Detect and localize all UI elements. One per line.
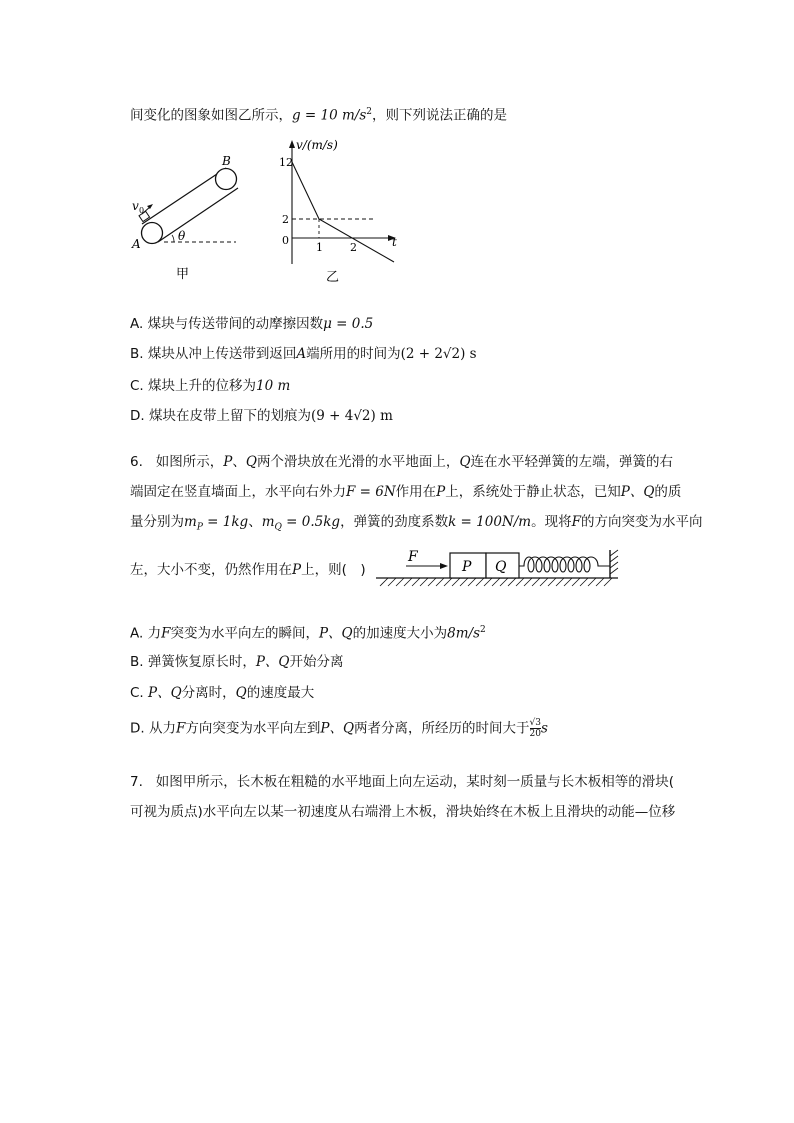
q7-number: 7. [130,774,143,790]
q6-line-3 [130,512,702,538]
q5-option-c-math: 10 m [256,378,291,394]
q6-oc-text3: 的速度最大 [246,685,315,701]
q6-l2pq: P、Q [620,484,655,500]
q6-oa-pq: P、Q [318,625,353,642]
label-force: F [408,549,418,565]
q5-figure-yi [278,134,408,289]
q6-ob-text2: 开始分离 [289,654,344,670]
q5-option-c [130,376,290,396]
label-a: A [132,237,141,251]
q6-l4p: P [292,562,302,578]
q6-l2c: 上，系统处于静止状态，已知 [445,484,621,500]
caption-jia: 甲 [176,267,190,282]
q6-od-f: F [175,720,186,737]
q5-g-exp: 2 [366,107,373,117]
q5-intro-post: ，则下列说法正确的是 [372,107,508,124]
q6-l2p: P [436,484,446,500]
spring [519,557,610,572]
q6-oa-text: A. 力 [130,625,162,642]
label-q: Q [495,559,507,575]
pulley-a [142,223,163,244]
y-axis-label [296,138,338,152]
q7-line-2 [130,802,675,822]
q6-l4a: 左，大小不变，仍然作用在 [130,562,292,578]
q6-l1c: 两个滑块放在光滑的水平地面上， [256,454,460,470]
q6-oc-text2: 分离时， [181,685,236,701]
q6-l4b: 上，则( ) [301,562,366,578]
q6-l3b: 、 [248,514,262,530]
q6-l3mp-val: = 1kg [202,514,249,530]
q5-option-b-text: B. 煤块从冲上传送带到返回 [130,346,297,362]
q6-l3k: k = 100N/m [448,514,532,530]
ground-hatch [380,578,612,586]
q6-l2a: 端固定在竖直墙面上，水平向右外力 [130,484,346,500]
label-p: P [462,559,472,575]
q6-line-2 [130,482,681,502]
q5-option-b [130,344,477,364]
q6-l2d: 的质 [654,484,682,500]
q6-od-text: D. 从力 [130,720,176,737]
q6-ob-text: B. 弹簧恢复原长时， [130,654,256,670]
tick-2: 2 [282,213,289,226]
q6-l3mp: m [184,514,197,530]
q6-option-b [130,652,344,672]
tick-12: 12 [279,156,293,169]
q5-g-expr: g = 10 m/s [292,107,367,124]
q6-l3mq-val: = 0.5kg [281,514,341,530]
q6-oa-exp: 2 [480,625,486,635]
vt-line [292,162,394,262]
q6-option-d [130,718,548,739]
q5-option-a-math: μ = 0.5 [323,316,374,332]
q5-option-d-math: (9 + 4√2) m [310,408,393,424]
tick-x2: 2 [350,241,357,254]
x-axis-label: t [392,235,397,249]
q5-figure-jia [126,148,246,288]
label-v0: v [132,199,139,213]
q5-intro-pre: 间变化的图象如图乙所示， [130,107,292,124]
q6-od-text2: 方向突变为水平向左到 [185,720,321,737]
q6-l2b: 作用在 [395,484,437,500]
q6-l3d: 。现将 [531,514,572,530]
q6-oc-text: C. [130,685,149,701]
q6-line-1 [130,452,673,472]
tick-0: 0 [282,234,289,247]
q6-od-num: √3 [529,718,541,728]
q6-od-text3: 两者分离，所经历的时间大于 [354,720,530,737]
q6-l3e: 的方向突变为水平向 [580,514,703,530]
q6-oa-f: F [161,625,171,642]
q6-l1b: 、 [232,454,246,470]
q5-option-a-text: A. 煤块与传送带间的动摩擦因数 [130,316,324,332]
q6-od-pq: P、Q [320,720,355,737]
q5-option-d [130,406,393,426]
y-axis-label-text: v/(m/s) [296,138,338,152]
q6-option-a [130,620,486,644]
pulley-b [216,169,237,190]
q6-l2m: F = 6N [346,484,396,500]
q6-l1p: P [223,454,233,470]
tick-x1: 1 [316,241,323,254]
q6-oc-pq: P、Q [148,685,182,701]
q5-option-c-text: C. 煤块上升的位移为 [130,378,257,394]
q6-ob-pq: P、Q [255,654,290,670]
q6-l3mq: m [261,514,275,530]
q6-l1q: Q [245,454,257,470]
wall-hatch [610,550,618,574]
q6-l3a: 量分别为 [130,514,184,530]
q6-oc-q: Q [235,685,247,701]
q6-number: 6. [130,454,143,470]
q6-figure [374,544,624,592]
label-v0-sub: 0 [139,206,145,215]
q6-l1a: 如图所示， [155,454,224,470]
q6-l1d: 连在水平轻弹簧的左端，弹簧的右 [470,454,674,470]
label-theta: θ [178,229,186,243]
q6-od-den: 20 [529,729,541,739]
q6-l3c: ，弹簧的劲度系数 [340,514,449,530]
q6-l3f: F [571,514,581,530]
q6-l3mp-sub: P [196,522,203,533]
q7-line-1 [130,772,674,792]
q5-option-b-a: A [296,346,307,362]
q6-oa-text3: 的加速度大小为 [352,625,448,642]
q6-line-4 [130,560,366,580]
q6-l1q2: Q [459,454,471,470]
q7-l2: 可视为质点)水平向左以某一初速度从右端滑上木板，滑块始终在木板上且滑块的动能—位移 [130,804,676,820]
q5-option-b-math: (2 + 2√2) s [400,346,477,362]
q6-l3mq-sub: Q [274,522,282,533]
q6-oa-text2: 突变为水平向左的瞬间， [170,625,319,642]
q7-l1: 如图甲所示，长木板在粗糙的水平地面上向左运动，某时刻一质量与长木板相等的滑块( [155,774,675,790]
q6-oa-math: 8m/s [447,625,480,642]
label-b: B [222,154,231,168]
q5-intro-line [130,102,507,126]
q6-od-unit: s [540,720,548,737]
q5-option-b-text2: 端所用的时间为 [306,346,401,362]
q5-option-a [130,314,373,334]
q6-option-c [130,683,314,703]
q6-od-fraction [530,718,541,739]
caption-yi: 乙 [326,270,340,285]
q5-option-d-text: D. 煤块在皮带上留下的划痕为 [130,408,311,424]
